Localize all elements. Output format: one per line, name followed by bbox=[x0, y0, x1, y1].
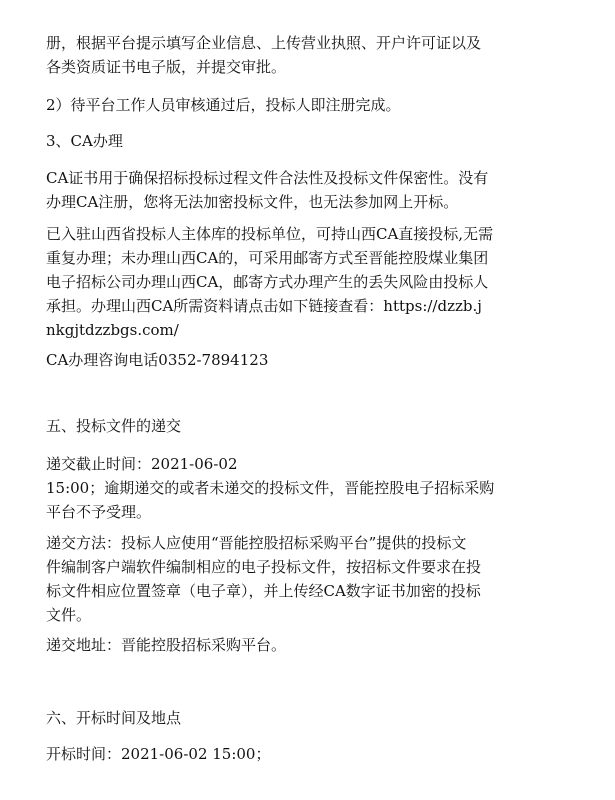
text-line: 文件。 bbox=[46, 606, 92, 624]
bid-opening-heading: 六、开标时间及地点 bbox=[46, 709, 182, 727]
registration-complete-paragraph: 2）待平台工作人员审核通过后，投标人即注册完成。 bbox=[46, 96, 401, 114]
registration-instructions-paragraph bbox=[46, 31, 576, 79]
text-line: 15:00；逾期递交的或者未递交的投标文件，晋能控股电子招标采购 bbox=[46, 479, 495, 497]
text-line: nkgjtdzzbgs.com/ bbox=[46, 321, 179, 339]
text-line: 重复办理；未办理山西CA的，可采用邮寄方式至晋能控股煤业集团 bbox=[46, 249, 489, 267]
text-line: 平台不予受理。 bbox=[46, 503, 152, 521]
bid-submission-heading: 五、投标文件的递交 bbox=[46, 417, 182, 435]
ca-section-heading: 3、CA办理 bbox=[46, 132, 123, 150]
submission-address-paragraph: 递交地址：晋能控股招标采购平台。 bbox=[46, 636, 287, 654]
text-line: 已入驻山西省投标人主体库的投标单位，可持山西CA直接投标,无需 bbox=[46, 225, 494, 243]
text-line: 电子招标公司办理山西CA，邮寄方式办理产生的丢失风险由投标人 bbox=[46, 273, 489, 291]
text-line: 承担。办理山西CA所需资料请点击如下链接查看：https://dzzb.j bbox=[46, 297, 482, 315]
text-line: 递交方法：投标人应使用“晋能控股招标采购平台”提供的投标文 bbox=[46, 534, 467, 552]
ca-purpose-paragraph bbox=[46, 166, 576, 214]
submission-deadline-paragraph bbox=[46, 452, 576, 524]
text-line: 册，根据平台提示填写企业信息、上传营业执照、开户许可证以及 bbox=[46, 34, 482, 52]
bid-opening-time-paragraph: 开标时间：2021-06-02 15:00； bbox=[46, 745, 271, 763]
ca-application-paragraph bbox=[46, 222, 576, 342]
text-line: 件编制客户端软件编制相应的电子投标文件，按招标文件要求在投 bbox=[46, 558, 482, 576]
text-line: 标文件相应位置签章（电子章），并上传经CA数字证书加密的投标 bbox=[46, 582, 481, 600]
text-line: 办理CA注册，您将无法加密投标文件，也无法参加网上开标。 bbox=[46, 193, 459, 211]
text-line: 各类资质证书电子版，并提交审批。 bbox=[46, 58, 287, 76]
submission-method-paragraph bbox=[46, 531, 576, 627]
text-line: CA证书用于确保招标投标过程文件合法性及投标文件保密性。没有 bbox=[46, 169, 489, 187]
ca-hotline-paragraph: CA办理咨询电话0352-7894123 bbox=[46, 351, 269, 369]
text-line: 递交截止时间：2021-06-02 bbox=[46, 455, 238, 473]
